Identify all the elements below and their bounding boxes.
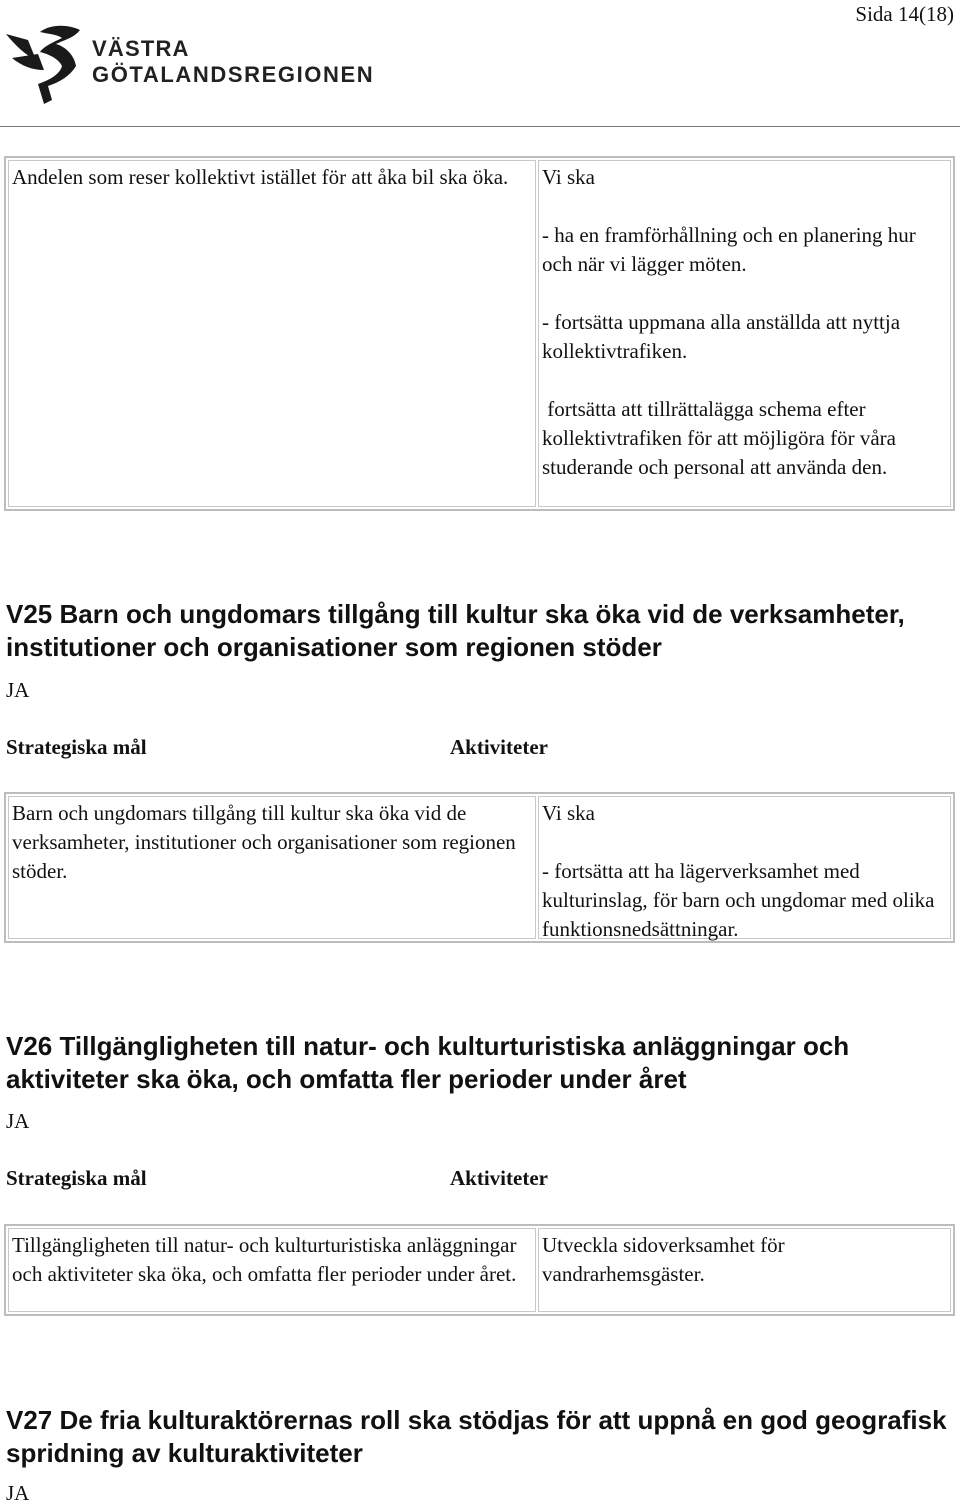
v26-answer: JA bbox=[6, 1109, 30, 1133]
v26-col-strategic: Strategiska mål bbox=[6, 1166, 147, 1190]
header-divider bbox=[0, 126, 960, 127]
activities-intro: Vi ska bbox=[542, 801, 595, 825]
activity-item: Utveckla sidoverksamhet för vandrarhemsgäster. bbox=[542, 1233, 785, 1286]
table-public-transport bbox=[4, 156, 955, 511]
v25-col-activities: Aktiviteter bbox=[450, 735, 548, 759]
activities-intro: Vi ska bbox=[542, 165, 595, 189]
v27-heading: V27 De fria kulturaktörernas roll ska stödjas för att uppnå en god geografisk spridning av kulturaktiviteter bbox=[6, 1405, 947, 1468]
strategic-goal-text: Andelen som reser kollektivt istället för att åka bil ska öka. bbox=[12, 165, 509, 189]
v25-col-strategic: Strategiska mål bbox=[6, 735, 147, 759]
activities-cell bbox=[538, 796, 951, 939]
strategic-goal-cell bbox=[8, 160, 536, 507]
v27-answer: JA bbox=[6, 1481, 30, 1505]
table-v26 bbox=[4, 1224, 955, 1316]
page-number: Sida 14(18) bbox=[855, 2, 954, 26]
activity-item: - ha en framförhållning och en planering hur och när vi lägger möten. bbox=[542, 223, 916, 276]
v26-heading: V26 Tillgängligheten till natur- och kulturturistiska anläggningar och aktiviteter ska öka, och omfatta fler perioder under året bbox=[6, 1031, 850, 1094]
strategic-goal-text: Tillgängligheten till natur- och kulturturistiska anläggningar och aktiviteter ska öka, och omfatta fler perioder under året. bbox=[12, 1233, 517, 1286]
v26-col-activities: Aktiviteter bbox=[450, 1166, 548, 1190]
activity-item: - fortsätta att ha lägerverksamhet med kulturinslag, för barn och ungdomar med olika funktionsnedsättningar. bbox=[542, 859, 935, 941]
vgr-logo bbox=[4, 24, 384, 108]
activity-item: - fortsätta uppmana alla anställda att nyttja kollektivtrafiken. bbox=[542, 310, 901, 363]
activities-cell bbox=[538, 160, 951, 507]
v25-heading: V25 Barn och ungdomars tillgång till kultur ska öka vid de verksamheter, institutioner och organisationer som regionen stöder bbox=[6, 599, 905, 662]
strategic-goal-cell bbox=[8, 796, 536, 939]
logo-line-1: VÄSTRA bbox=[92, 36, 190, 61]
table-v25 bbox=[4, 792, 955, 943]
logo-line-2: GÖTALANDSREGIONEN bbox=[92, 62, 375, 87]
v25-answer: JA bbox=[6, 678, 30, 702]
strategic-goal-text: Barn och ungdomars tillgång till kultur ska öka vid de verksamheter, institutioner och organisationer som regionen stöder. bbox=[12, 801, 516, 883]
activity-item: fortsätta att tillrättalägga schema efter kollektivtrafiken för att möjligöra för våra studerande och personal att använda den. bbox=[542, 397, 902, 479]
strategic-goal-cell bbox=[8, 1228, 536, 1312]
activities-cell bbox=[538, 1228, 951, 1312]
vgr-logo-icon bbox=[4, 24, 94, 108]
